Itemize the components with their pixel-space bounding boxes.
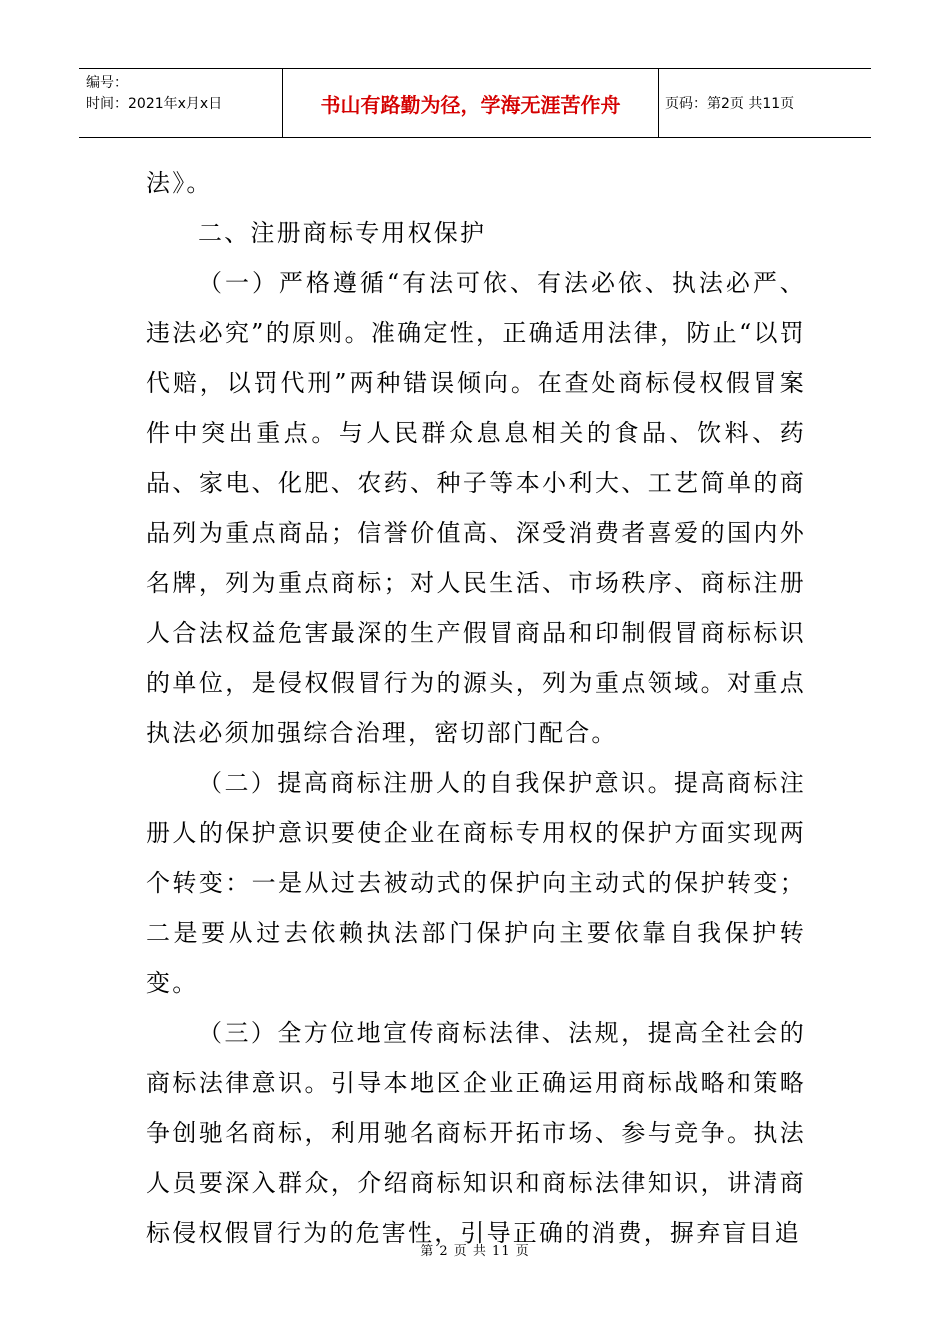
page-header: [79, 68, 871, 138]
document-body: [146, 158, 806, 1258]
paragraph: （二）提高商标注册人的自我保护意识。提高商标注册人的保护意识要使企业在商标专用权的保护方面实现两个转变：一是从过去被动式的保护向主动式的保护转变；二是要从过去依赖执法部门保护向主要依靠自我保护转变。: [146, 769, 806, 997]
paragraph-continuation: 法》。: [146, 169, 213, 197]
time-label: 时间：2021年x月x日: [86, 96, 223, 112]
page-footer: 第 2 页 共 11 页: [420, 1244, 530, 1259]
header-motto: 书山有路勤为径，学海无涯苦作舟: [282, 69, 659, 137]
paragraph: （一）严格遵循“有法可依、有法必依、执法必严、违法必究”的原则。准确定性，正确适用法律，防止“以罚代赔，以罚代刑”两种错误倾向。在查处商标侵权假冒案件中突出重点。与人民群众息息相关的食品、饮料、药品、家电、化肥、农药、种子等本小利大、工艺简单的商品列为重点商品；信誉价值高、深受消费者喜爱的国内外名牌，列为重点商标；对人民生活、市场秩序、商标注册人合法权益危害最深的生产假冒商品和印制假冒商标标识的单位，是侵权假冒行为的源头，列为重点领域。对重点执法必须加强综合治理，密切部门配合。: [146, 269, 806, 747]
paragraph: （三）全方位地宣传商标法律、法规，提高全社会的商标法律意识。引导本地区企业正确运用商标战略和策略争创驰名商标，利用驰名商标开拓市场、参与竞争。执法人员要深入群众，介绍商标知识和商标法律知识，讲清商标侵权假冒行为的危害性，引导正确的消费，摒弃盲目追: [146, 1019, 806, 1247]
header-page-code: 页码：第2页 共11页: [665, 96, 795, 112]
section-heading: 二、注册商标专用权保护: [198, 219, 487, 247]
header-meta: [79, 69, 282, 137]
serial-label: 编号：: [86, 75, 128, 91]
